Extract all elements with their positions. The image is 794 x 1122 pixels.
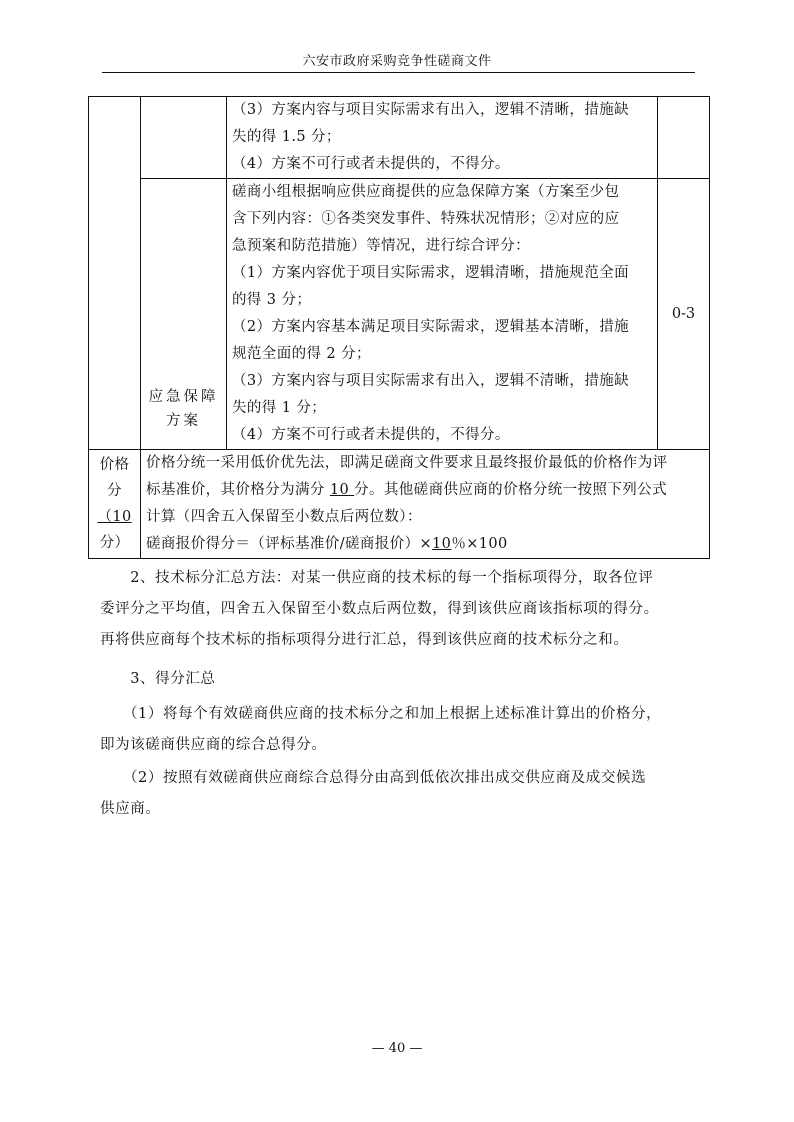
criteria-line: 含下列内容：①各类突发事件、特殊状况情形；②对应的应: [232, 211, 620, 227]
criteria-cell: [227, 97, 658, 179]
paragraph-line: 2、技术标分汇总方法：对某一供应商的技术标的每一个指标项得分，取各位评: [100, 570, 654, 586]
line-text: 标基准价，其价格分为满分: [146, 482, 330, 498]
criteria-line: （4）方案不可行或者未提供的，不得分。: [232, 427, 510, 443]
paragraph-tech-summary: [100, 563, 700, 656]
paragraph-line: 即为该磋商供应商的综合总得分。: [100, 737, 327, 753]
table-row: [89, 179, 710, 450]
document-header-title: 六安市政府采购竞争性磋商文件: [302, 54, 492, 69]
category-label: 方案: [166, 413, 201, 429]
category-label: 应急保障: [148, 389, 219, 405]
criteria-line: （2）方案内容基本满足项目实际需求，逻辑基本清晰，措施: [232, 319, 630, 335]
criteria-line: （3）方案内容与项目实际需求有出入，逻辑不清晰，措施缺: [232, 102, 630, 118]
paragraph-line: （1）将每个有效磋商供应商的技术标分之和加上根据上述标准计算出的价格分，: [100, 706, 662, 722]
score-range: 0-3: [658, 179, 710, 450]
criteria-line: 磋商小组根据响应供应商提供的应急保障方案（方案至少包: [232, 184, 620, 200]
page-number: — 40 —: [371, 1041, 423, 1056]
paragraph-line: 供应商。: [100, 801, 161, 817]
formula-weight: 10: [432, 536, 452, 552]
criteria-line: （1）方案内容优于项目实际需求，逻辑清晰，措施规范全面: [232, 265, 630, 281]
full-score-value: 10: [329, 482, 355, 498]
criteria-line: 急预案和防范措施）等情况，进行综合评分：: [232, 238, 530, 254]
paragraph-line: 3、得分汇总: [100, 671, 216, 687]
criteria-line: 规范全面的得 2 分；: [232, 346, 371, 362]
category-cell-emergency: [141, 179, 227, 450]
line-text: ％×100: [451, 536, 508, 552]
score-cell: [658, 97, 710, 179]
line-text: 磋商报价得分＝（评标基准价/磋商报价）×: [146, 536, 433, 552]
scoring-table: [88, 96, 710, 559]
paragraph-total-score: [100, 699, 700, 761]
criteria-line: （3）方案内容与项目实际需求有出入，逻辑不清晰，措施缺: [232, 373, 630, 389]
paragraph-score-summary-heading: [100, 664, 700, 695]
paragraph-line: （2）按照有效磋商供应商综合总得分由高到低依次排出成交供应商及成交候选: [100, 770, 647, 786]
criteria-line: [146, 477, 704, 504]
category-cell: [141, 97, 227, 179]
line-text: 分。其他磋商供应商的价格分统一按照下列公式: [354, 482, 667, 498]
table-row: [89, 97, 710, 179]
paragraph-line: 委评分之平均值，四舍五入保留至小数点后两位数，得到该供应商该指标项的得分。: [100, 601, 659, 617]
criteria-line: 价格分统一采用低价优先法，即满足磋商文件要求且最终报价最低的价格作为评: [146, 455, 668, 471]
criteria-line: （4）方案不可行或者未提供的，不得分。: [232, 156, 510, 172]
criteria-line: 的得 3 分；: [232, 292, 312, 308]
header-rule: [102, 72, 695, 73]
criteria-cell: [227, 179, 658, 450]
price-label-line: 价格: [99, 457, 130, 473]
price-label-line: 分）: [99, 535, 130, 551]
section-cell: [89, 97, 141, 450]
criteria-line: 计算（四舍五入保留至小数点后两位数）：: [146, 509, 422, 525]
price-score-label: [89, 450, 141, 559]
paragraph-line: 再将供应商每个技术标的指标项得分进行汇总，得到该供应商的技术标分之和。: [100, 632, 629, 648]
criteria-line: 失的得 1.5 分；: [232, 129, 341, 145]
price-label-line: （10: [97, 509, 132, 525]
paragraph-ranking: [100, 763, 700, 825]
price-label-line: 分: [107, 483, 122, 499]
criteria-line: 失的得 1 分；: [232, 400, 327, 416]
formula-line: [146, 531, 704, 558]
price-criteria-cell: [141, 450, 710, 559]
table-row-price: [89, 450, 710, 559]
